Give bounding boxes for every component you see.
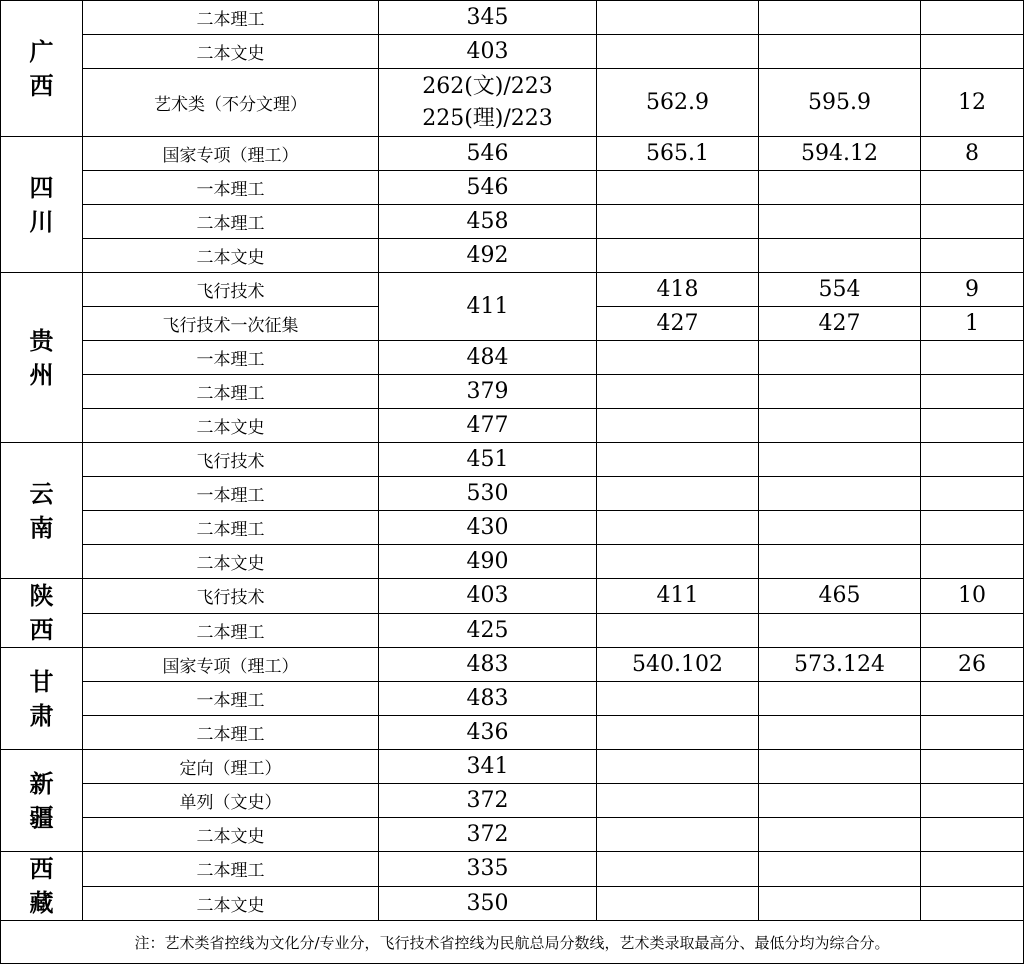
category-cell: 二本文史 bbox=[83, 886, 379, 921]
max-score-cell bbox=[597, 545, 759, 579]
table-row bbox=[1, 784, 1024, 818]
count-cell bbox=[921, 1, 1024, 35]
control-line-cell: 372 bbox=[379, 818, 597, 852]
min-score-cell bbox=[759, 818, 921, 852]
min-score-cell bbox=[759, 613, 921, 648]
category-cell: 二本文史 bbox=[83, 409, 379, 443]
control-line-cell: 483 bbox=[379, 648, 597, 682]
max-score-cell bbox=[597, 205, 759, 239]
count-cell bbox=[921, 682, 1024, 716]
count-cell bbox=[921, 613, 1024, 648]
table-row bbox=[1, 477, 1024, 511]
category-cell: 一本理工 bbox=[83, 341, 379, 375]
category-cell: 一本理工 bbox=[83, 682, 379, 716]
control-line-cell: 490 bbox=[379, 545, 597, 579]
category-cell: 单列（文史） bbox=[83, 784, 379, 818]
table-row bbox=[1, 409, 1024, 443]
table-row bbox=[1, 750, 1024, 784]
control-line-cell: 372 bbox=[379, 784, 597, 818]
count-cell: 12 bbox=[921, 69, 1024, 137]
province-name-char: 陕 bbox=[29, 581, 54, 610]
max-score-cell bbox=[597, 1, 759, 35]
control-line-cell: 345 bbox=[379, 1, 597, 35]
category-cell: 二本理工 bbox=[83, 511, 379, 545]
category-cell: 二本文史 bbox=[83, 818, 379, 852]
max-score-cell bbox=[597, 613, 759, 648]
control-line-cell: 430 bbox=[379, 511, 597, 545]
count-cell: 10 bbox=[921, 579, 1024, 614]
count-cell bbox=[921, 409, 1024, 443]
province-name-char: 广 bbox=[29, 36, 54, 66]
table-row bbox=[1, 137, 1024, 171]
table-row bbox=[1, 375, 1024, 409]
count-cell bbox=[921, 784, 1024, 818]
table-row bbox=[1, 818, 1024, 852]
province-name-char: 南 bbox=[29, 512, 54, 542]
table-row bbox=[1, 1, 1024, 35]
count-cell bbox=[921, 886, 1024, 921]
province-cell bbox=[1, 443, 83, 579]
min-score-cell: 465 bbox=[759, 579, 921, 614]
min-score-cell bbox=[759, 341, 921, 375]
table-row bbox=[1, 511, 1024, 545]
category-cell: 飞行技术一次征集 bbox=[83, 307, 379, 341]
count-cell: 9 bbox=[921, 273, 1024, 307]
province-cell bbox=[1, 648, 83, 750]
count-cell bbox=[921, 171, 1024, 205]
province-name-char: 贵 bbox=[29, 325, 54, 355]
table-row bbox=[1, 273, 1024, 307]
count-cell bbox=[921, 511, 1024, 545]
min-score-cell bbox=[759, 886, 921, 921]
table-row bbox=[1, 341, 1024, 375]
category-cell: 国家专项（理工） bbox=[83, 648, 379, 682]
max-score-cell bbox=[597, 341, 759, 375]
control-line-cell: 262(文)/223 225(理)/223 bbox=[379, 69, 597, 137]
max-score-cell bbox=[597, 239, 759, 273]
province-name-char: 肃 bbox=[29, 700, 54, 730]
max-score-cell bbox=[597, 171, 759, 205]
control-line-cell: 451 bbox=[379, 443, 597, 477]
province-name-char: 云 bbox=[29, 478, 54, 508]
max-score-cell bbox=[597, 375, 759, 409]
control-line-cell: 379 bbox=[379, 375, 597, 409]
table-row bbox=[1, 69, 1024, 137]
control-line-cell: 458 bbox=[379, 205, 597, 239]
control-line-cell: 335 bbox=[379, 852, 597, 887]
table-row bbox=[1, 545, 1024, 579]
max-score-cell: 562.9 bbox=[597, 69, 759, 137]
province-cell bbox=[1, 273, 83, 443]
note-row bbox=[1, 921, 1024, 964]
category-cell: 二本理工 bbox=[83, 375, 379, 409]
max-score-cell bbox=[597, 716, 759, 750]
category-cell: 国家专项（理工） bbox=[83, 137, 379, 171]
category-cell: 飞行技术 bbox=[83, 579, 379, 614]
province-name-char: 甘 bbox=[29, 666, 54, 696]
max-score-cell: 540.102 bbox=[597, 648, 759, 682]
min-score-cell bbox=[759, 375, 921, 409]
control-line-cell: 546 bbox=[379, 171, 597, 205]
province-cell bbox=[1, 750, 83, 852]
table-row bbox=[1, 35, 1024, 69]
count-cell bbox=[921, 545, 1024, 579]
table-row bbox=[1, 239, 1024, 273]
count-cell bbox=[921, 716, 1024, 750]
min-score-cell bbox=[759, 477, 921, 511]
control-line-cell: 492 bbox=[379, 239, 597, 273]
count-cell bbox=[921, 818, 1024, 852]
control-line-cell: 403 bbox=[379, 35, 597, 69]
min-score-cell bbox=[759, 171, 921, 205]
count-cell bbox=[921, 239, 1024, 273]
min-score-cell bbox=[759, 750, 921, 784]
province-name-char: 疆 bbox=[29, 802, 54, 832]
table-row bbox=[1, 682, 1024, 716]
count-cell bbox=[921, 443, 1024, 477]
category-cell: 二本文史 bbox=[83, 545, 379, 579]
province-cell bbox=[1, 1, 83, 137]
min-score-cell: 594.12 bbox=[759, 137, 921, 171]
max-score-cell: 418 bbox=[597, 273, 759, 307]
category-cell: 二本理工 bbox=[83, 1, 379, 35]
max-score-cell bbox=[597, 818, 759, 852]
category-cell: 二本理工 bbox=[83, 613, 379, 648]
min-score-cell bbox=[759, 239, 921, 273]
province-name-char: 藏 bbox=[29, 888, 54, 917]
control-line-cell: 403 bbox=[379, 579, 597, 614]
count-cell bbox=[921, 341, 1024, 375]
max-score-cell bbox=[597, 750, 759, 784]
category-cell: 二本理工 bbox=[83, 716, 379, 750]
control-line-cell: 411 bbox=[379, 273, 597, 341]
count-cell bbox=[921, 35, 1024, 69]
min-score-cell bbox=[759, 545, 921, 579]
category-cell: 二本文史 bbox=[83, 35, 379, 69]
category-cell: 飞行技术 bbox=[83, 443, 379, 477]
min-score-cell bbox=[759, 852, 921, 887]
min-score-cell: 595.9 bbox=[759, 69, 921, 137]
max-score-cell bbox=[597, 784, 759, 818]
count-cell bbox=[921, 750, 1024, 784]
province-name-char: 四 bbox=[29, 172, 54, 202]
province-cell bbox=[1, 137, 83, 273]
province-name-char: 西 bbox=[29, 70, 54, 100]
min-score-cell bbox=[759, 511, 921, 545]
max-score-cell bbox=[597, 682, 759, 716]
count-cell bbox=[921, 477, 1024, 511]
category-cell: 一本理工 bbox=[83, 171, 379, 205]
min-score-cell: 573.124 bbox=[759, 648, 921, 682]
province-name-char: 州 bbox=[29, 359, 54, 389]
table-row bbox=[1, 716, 1024, 750]
max-score-cell bbox=[597, 443, 759, 477]
max-score-cell bbox=[597, 409, 759, 443]
max-score-cell bbox=[597, 511, 759, 545]
max-score-cell bbox=[597, 886, 759, 921]
category-cell: 一本理工 bbox=[83, 477, 379, 511]
table-row bbox=[1, 852, 1024, 887]
category-cell: 二本文史 bbox=[83, 239, 379, 273]
min-score-cell bbox=[759, 784, 921, 818]
control-line-cell: 425 bbox=[379, 613, 597, 648]
table-body bbox=[1, 1, 1024, 964]
max-score-cell bbox=[597, 477, 759, 511]
table-row bbox=[1, 579, 1024, 614]
province-name-char: 川 bbox=[29, 206, 54, 236]
province-name-char: 西 bbox=[29, 615, 54, 644]
category-cell: 定向（理工） bbox=[83, 750, 379, 784]
max-score-cell: 411 bbox=[597, 579, 759, 614]
min-score-cell bbox=[759, 35, 921, 69]
max-score-cell: 427 bbox=[597, 307, 759, 341]
footnote: 注：艺术类省控线为文化分/专业分，飞行技术省控线为民航总局分数线，艺术类录取最高分、最低分均为综合分。 bbox=[1, 921, 1024, 964]
control-line-cell: 477 bbox=[379, 409, 597, 443]
table-row bbox=[1, 443, 1024, 477]
control-line-cell: 483 bbox=[379, 682, 597, 716]
min-score-cell bbox=[759, 682, 921, 716]
control-line-cell: 341 bbox=[379, 750, 597, 784]
count-cell bbox=[921, 375, 1024, 409]
max-score-cell bbox=[597, 852, 759, 887]
category-cell: 二本理工 bbox=[83, 205, 379, 239]
count-cell: 1 bbox=[921, 307, 1024, 341]
min-score-cell bbox=[759, 409, 921, 443]
max-score-cell: 565.1 bbox=[597, 137, 759, 171]
table-row bbox=[1, 648, 1024, 682]
min-score-cell bbox=[759, 1, 921, 35]
table-row bbox=[1, 205, 1024, 239]
count-cell: 26 bbox=[921, 648, 1024, 682]
province-cell bbox=[1, 852, 83, 921]
table-row bbox=[1, 613, 1024, 648]
province-cell bbox=[1, 579, 83, 648]
province-name-char: 西 bbox=[29, 854, 54, 883]
min-score-cell: 427 bbox=[759, 307, 921, 341]
min-score-cell bbox=[759, 443, 921, 477]
min-score-cell bbox=[759, 205, 921, 239]
control-line-cell: 530 bbox=[379, 477, 597, 511]
count-cell bbox=[921, 852, 1024, 887]
province-name-char: 新 bbox=[29, 768, 54, 798]
control-line-cell: 436 bbox=[379, 716, 597, 750]
min-score-cell: 554 bbox=[759, 273, 921, 307]
count-cell bbox=[921, 205, 1024, 239]
control-line-cell: 546 bbox=[379, 137, 597, 171]
count-cell: 8 bbox=[921, 137, 1024, 171]
category-cell: 艺术类（不分文理） bbox=[83, 69, 379, 137]
control-line-cell: 350 bbox=[379, 886, 597, 921]
category-cell: 飞行技术 bbox=[83, 273, 379, 307]
category-cell: 二本理工 bbox=[83, 852, 379, 887]
min-score-cell bbox=[759, 716, 921, 750]
table-row bbox=[1, 171, 1024, 205]
control-line-cell: 484 bbox=[379, 341, 597, 375]
max-score-cell bbox=[597, 35, 759, 69]
table-row bbox=[1, 886, 1024, 921]
